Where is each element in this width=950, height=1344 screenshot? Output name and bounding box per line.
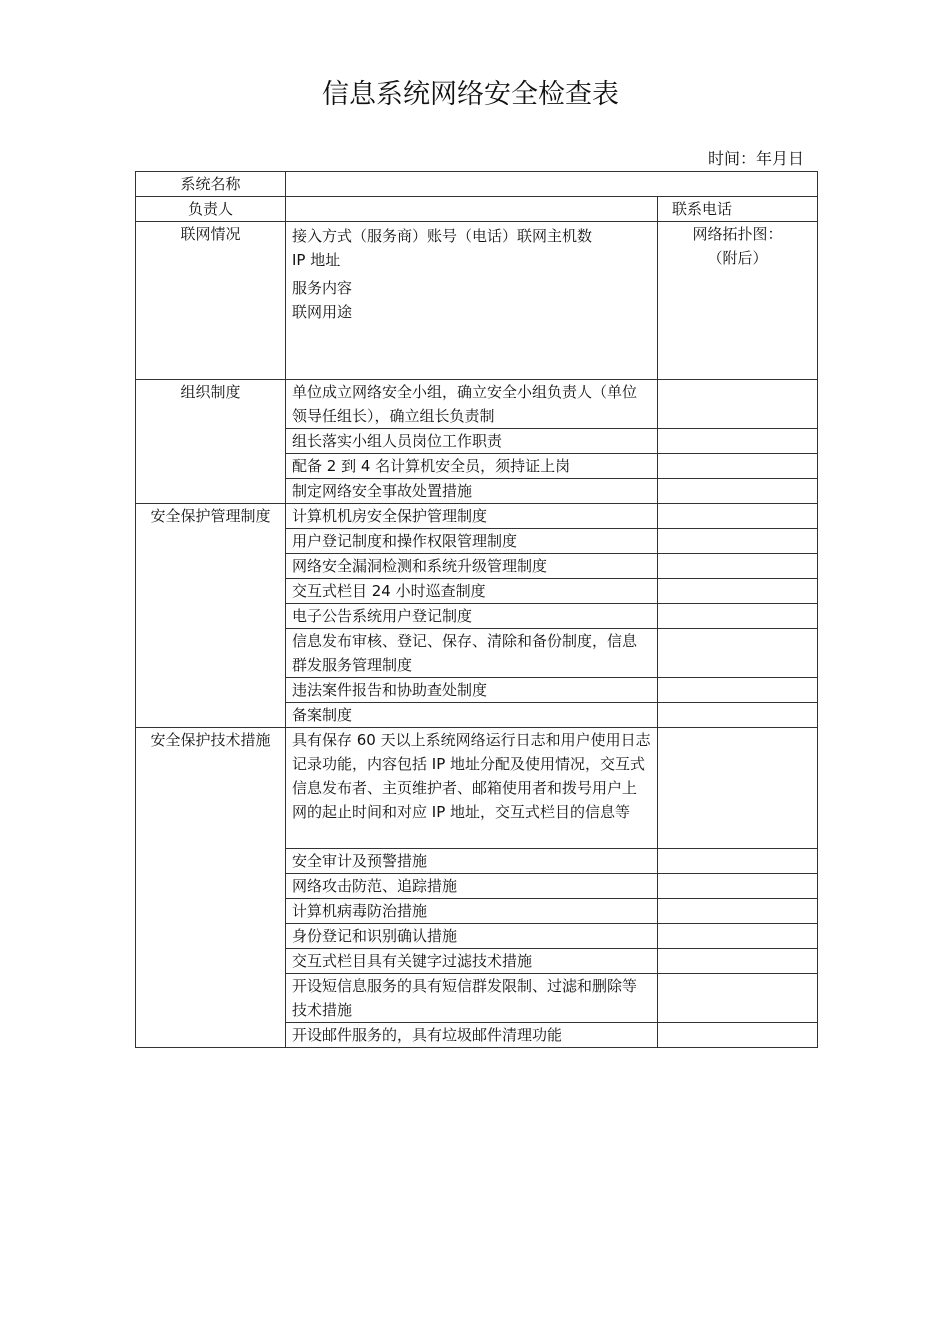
checklist-result[interactable] [658,1023,818,1048]
checklist-item: 交互式栏目 24 小时巡查制度 [286,579,658,604]
checklist-item: 电子公告系统用户登记制度 [286,604,658,629]
section-category: 组织制度 [136,380,286,504]
network-item: IP 地址 [292,251,341,269]
section-category: 安全保护管理制度 [136,504,286,728]
inspection-table [135,171,818,1048]
checklist-item: 备案制度 [286,703,658,728]
checklist-result[interactable] [658,949,818,974]
checklist-item: 单位成立网络安全小组，确立安全小组负责人（单位领导任组长），确立组长负责制 [286,380,658,429]
checklist-item: 配备 2 到 4 名计算机安全员，须持证上岗 [286,454,658,479]
checklist-result[interactable] [658,554,818,579]
phone-label: 联系电话 [658,197,818,222]
network-item: 联网用途 [292,303,353,321]
checklist-result[interactable] [658,728,818,849]
checklist-item: 网络安全漏洞检测和系统升级管理制度 [286,554,658,579]
checklist-item: 违法案件报告和协助查处制度 [286,678,658,703]
row-system-name [136,172,818,197]
checklist-item: 用户登记制度和操作权限管理制度 [286,529,658,554]
checklist-result[interactable] [658,899,818,924]
checklist-result[interactable] [658,604,818,629]
row-network [136,222,818,380]
checklist-item: 计算机病毒防治措施 [286,899,658,924]
network-category: 联网情况 [136,222,286,380]
checklist-result[interactable] [658,429,818,454]
checklist-item: 网络攻击防范、追踪措施 [286,874,658,899]
topology-cell [658,222,818,380]
network-item: 接入方式（服务商）账号（电话）联网主机数 [292,227,593,245]
checklist-result[interactable] [658,629,818,678]
system-name-label: 系统名称 [136,172,286,197]
checklist-result[interactable] [658,874,818,899]
topology-label: 网络拓扑图： [692,225,783,243]
owner-value[interactable] [286,197,658,222]
checklist-row [136,504,818,529]
checklist-item: 信息发布审核、登记、保存、清除和备份制度，信息群发服务管理制度 [286,629,658,678]
checklist-item: 组长落实小组人员岗位工作职责 [286,429,658,454]
network-item: 服务内容 [292,279,353,297]
date-label: 时间：年月日 [708,149,805,168]
checklist-row [136,728,818,849]
checklist-item: 开设短信息服务的具有短信群发限制、过滤和删除等技术措施 [286,974,658,1023]
checklist-result[interactable] [658,479,818,504]
checklist-result[interactable] [658,454,818,479]
section-category: 安全保护技术措施 [136,728,286,1048]
system-name-value[interactable] [286,172,818,197]
checklist-result[interactable] [658,380,818,429]
checklist-item: 制定网络安全事故处置措施 [286,479,658,504]
checklist-result[interactable] [658,678,818,703]
checklist-result[interactable] [658,529,818,554]
row-owner [136,197,818,222]
document-title: 信息系统网络安全检查表 [322,79,619,110]
owner-label: 负责人 [136,197,286,222]
checklist-item: 安全审计及预警措施 [286,849,658,874]
network-items [286,222,658,380]
topology-note: （附后） [707,249,768,267]
checklist-result[interactable] [658,579,818,604]
checklist-item: 具有保存 60 天以上系统网络运行日志和用户使用日志记录功能，内容包括 IP 地址分配及使用情况，交互式信息发布者、主页维护者、邮箱使用者和拨号用户上网的起止时间和对应 IP 地址，交互式栏目的信息等 [286,728,658,849]
checklist-result[interactable] [658,504,818,529]
checklist-item: 交互式栏目具有关键字过滤技术措施 [286,949,658,974]
checklist-result[interactable] [658,849,818,874]
checklist-row [136,380,818,429]
checklist-item: 开设邮件服务的，具有垃圾邮件清理功能 [286,1023,658,1048]
checklist-result[interactable] [658,703,818,728]
checklist-result[interactable] [658,924,818,949]
checklist-item: 身份登记和识别确认措施 [286,924,658,949]
checklist-result[interactable] [658,974,818,1023]
checklist-item: 计算机机房安全保护管理制度 [286,504,658,529]
